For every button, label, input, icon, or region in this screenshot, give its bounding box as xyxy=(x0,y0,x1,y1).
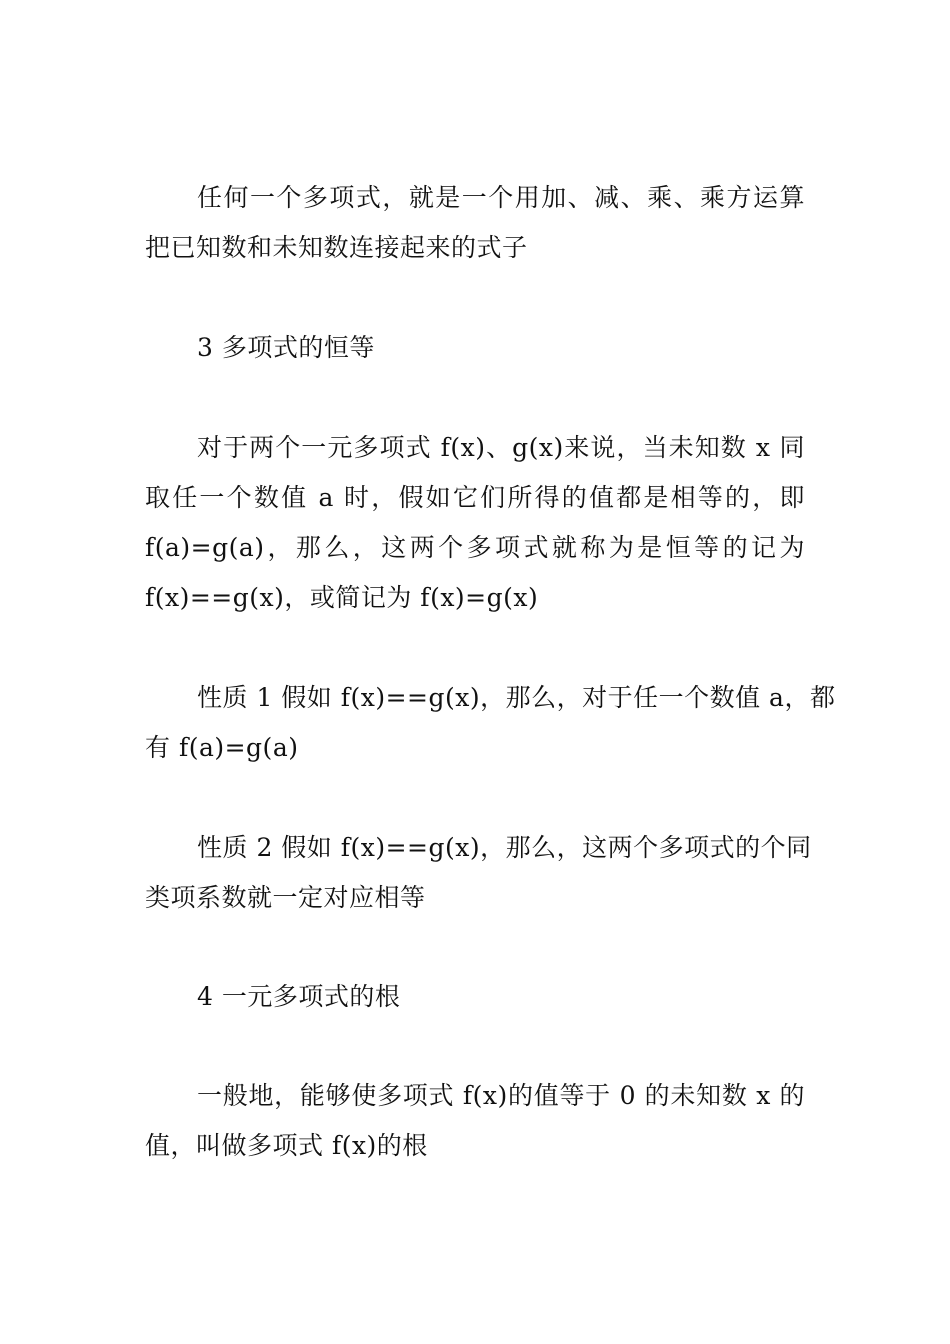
text-line: 值，叫做多项式 f(x)的根 xyxy=(145,1131,428,1160)
paragraph-identity-definition xyxy=(145,423,805,623)
text-line: f(x)==g(x)，或简记为 f(x)=g(x) xyxy=(145,583,539,612)
section-heading-polynomial-identity xyxy=(145,323,805,373)
section-heading-polynomial-root xyxy=(145,972,805,1022)
text-line: 性质 1 假如 f(x)==g(x)，那么，对于任一个数值 a，都 xyxy=(197,683,836,712)
text-line: 有 f(a)=g(a) xyxy=(145,733,299,762)
heading-text: 3 多项式的恒等 xyxy=(197,333,375,362)
text-line: 一般地，能够使多项式 f(x)的值等于 0 的未知数 x 的 xyxy=(197,1081,805,1110)
text-line: f(a)=g(a)，那么，这两个多项式就称为是恒等的记为 xyxy=(145,533,805,562)
paragraph-property-1 xyxy=(145,673,836,773)
text-line: 取任一个数值 a 时，假如它们所得的值都是相等的，即 xyxy=(145,483,805,512)
text-line: 把已知数和未知数连接起来的式子 xyxy=(145,233,528,262)
text-line: 任何一个多项式，就是一个用加、减、乘、乘方运算 xyxy=(197,183,805,212)
text-line: 性质 2 假如 f(x)==g(x)，那么，这两个多项式的个同 xyxy=(197,833,812,862)
heading-text: 4 一元多项式的根 xyxy=(197,982,401,1011)
paragraph-polynomial-definition xyxy=(145,173,805,273)
text-line: 对于两个一元多项式 f(x)、g(x)来说，当未知数 x 同 xyxy=(197,433,805,462)
text-line: 类项系数就一定对应相等 xyxy=(145,883,426,912)
paragraph-property-2 xyxy=(145,823,812,923)
paragraph-root-definition xyxy=(145,1071,805,1171)
